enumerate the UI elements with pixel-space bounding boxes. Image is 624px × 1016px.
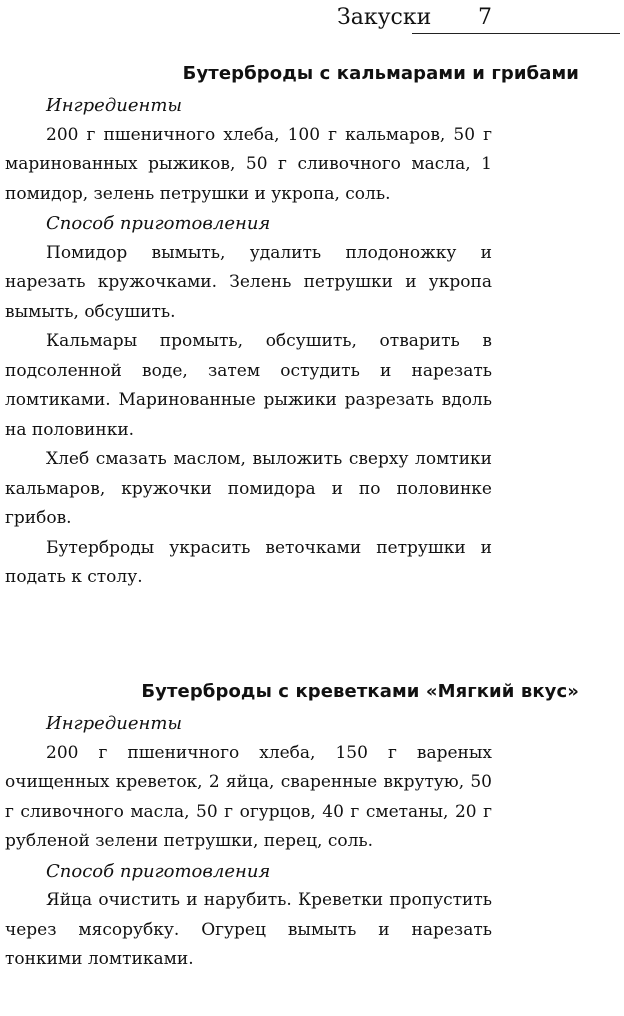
- method-step: Яйца очистить и нарубить. Креветки пропустить через мясорубку. Огурец вымыть и нарезать тонкими ломтиками.: [5, 890, 492, 969]
- page-number: 7: [478, 5, 492, 30]
- header-rule: [412, 33, 620, 34]
- recipe-title: Бутерброды с креветками «Мягкий вкус»: [141, 681, 579, 702]
- recipe-title: Бутерброды с кальмарами и грибами: [182, 63, 579, 84]
- ingredients-text: 200 г пшеничного хлеба, 100 г кальмаров, 50 г маринованных рыжиков, 50 г сливочного масла, 1 помидор, зелень петрушки и укропа, соль.: [5, 124, 492, 204]
- section-name: Закуски: [337, 5, 432, 30]
- method-step: Кальмары промыть, обсушить, отварить в подсоленной воде, затем остудить и нарезать ломтиками. Маринованные рыжики разрезать вдоль на половинки.: [5, 331, 492, 440]
- ingredients-heading: Ингредиенты: [46, 713, 183, 734]
- running-header: [0, 0, 624, 40]
- method-step: Бутерброды украсить веточками петрушки и подать к столу.: [5, 537, 492, 587]
- method-step: Хлеб смазать маслом, выложить сверху ломтики кальмаров, кружочки помидора и по половинке грибов.: [5, 449, 492, 528]
- recipe-shrimp-soft-taste: [5, 680, 579, 975]
- method-heading: Способ приготовления: [46, 860, 271, 882]
- method-step: Помидор вымыть, удалить плодоножку и нарезать кружочками. Зелень петрушки и укропа вымыть, обсушить.: [5, 242, 492, 322]
- ingredients-text: 200 г пшеничного хлеба, 150 г вареных очищенных креветок, 2 яйца, сваренные вкрутую, 50 г сливочного масла, 50 г огурцов, 40 г сметаны, 20 г рубленой зелени петрушки, перец, соль.: [5, 742, 492, 851]
- method-heading: Способ приготовления: [46, 213, 271, 234]
- ingredients-heading: Ингредиенты: [46, 95, 183, 116]
- recipe-squid-mushrooms: [5, 62, 579, 593]
